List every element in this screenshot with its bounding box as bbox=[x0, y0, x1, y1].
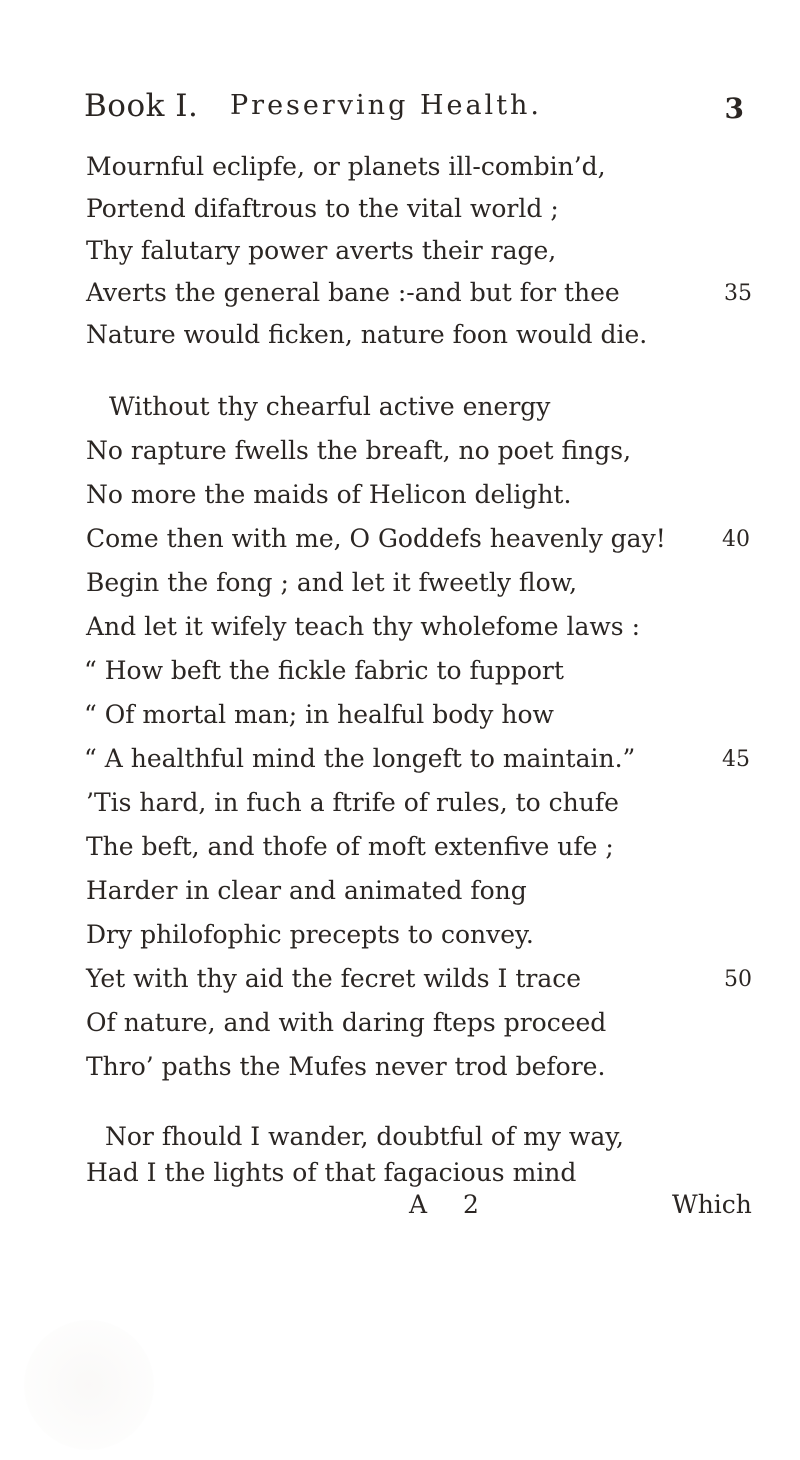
verse-line: Nor fhould I wander, doubtful of my way, bbox=[105, 1122, 624, 1151]
line-number: 45 bbox=[722, 747, 750, 772]
running-header bbox=[84, 88, 744, 138]
book-label: Book I. bbox=[84, 88, 199, 124]
signature-mark: A 2 bbox=[409, 1190, 493, 1219]
verse-line: Of nature, and with daring fteps proceed bbox=[86, 1008, 607, 1037]
verse-line: Nature would ficken, nature foon would die. bbox=[86, 320, 648, 349]
line-number: 50 bbox=[724, 967, 752, 992]
running-title: Preserving Health. bbox=[230, 90, 543, 121]
verse-line: “ Of mortal man; in healful body how bbox=[84, 700, 554, 729]
line-number: 40 bbox=[722, 527, 750, 552]
verse-line: Without thy chearful active energy bbox=[109, 392, 551, 421]
verse-line: No more the maids of Helicon delight. bbox=[86, 480, 572, 509]
line-number: 35 bbox=[724, 281, 752, 306]
verse-line: Begin the fong ; and let it fweetly flow, bbox=[86, 568, 578, 597]
verse-line: No rapture fwells the breaft, no poet fings, bbox=[86, 436, 632, 465]
verse-line: Thro’ paths the Mufes never trod before. bbox=[86, 1052, 606, 1081]
verse-line: Mournful eclipfe, or planets ill-combin’d, bbox=[86, 152, 606, 181]
verse-line: Harder in clear and animated fong bbox=[86, 876, 527, 905]
paper-stain bbox=[24, 1320, 154, 1450]
verse-line: The beft, and thofe of moft extenfive ufe ; bbox=[86, 832, 614, 861]
verse-line: Come then with me, O Goddefs heavenly gay! bbox=[86, 524, 666, 553]
verse-line: ’Tis hard, in fuch a ftrife of rules, to chufe bbox=[86, 788, 619, 817]
verse-line: And let it wifely teach thy wholefome laws : bbox=[86, 612, 640, 641]
verse-line: Portend difaftrous to the vital world ; bbox=[86, 194, 559, 223]
page-footer bbox=[0, 1190, 800, 1234]
verse-line: Had I the lights of that fagacious mind bbox=[86, 1158, 577, 1187]
verse-line: Dry philofophic precepts to convey. bbox=[86, 920, 534, 949]
verse-line: Yet with thy aid the fecret wilds I trace bbox=[86, 964, 582, 993]
verse-line: “ How beft the fickle fabric to fupport bbox=[84, 656, 564, 685]
catchword: Which bbox=[672, 1190, 752, 1219]
verse-line: Thy falutary power averts their rage, bbox=[86, 236, 557, 265]
page-number: 3 bbox=[724, 92, 744, 125]
verse-line: “ A healthful mind the longeft to maintain.” bbox=[84, 744, 636, 773]
verse-line: Averts the general bane :-and but for thee bbox=[86, 278, 620, 307]
